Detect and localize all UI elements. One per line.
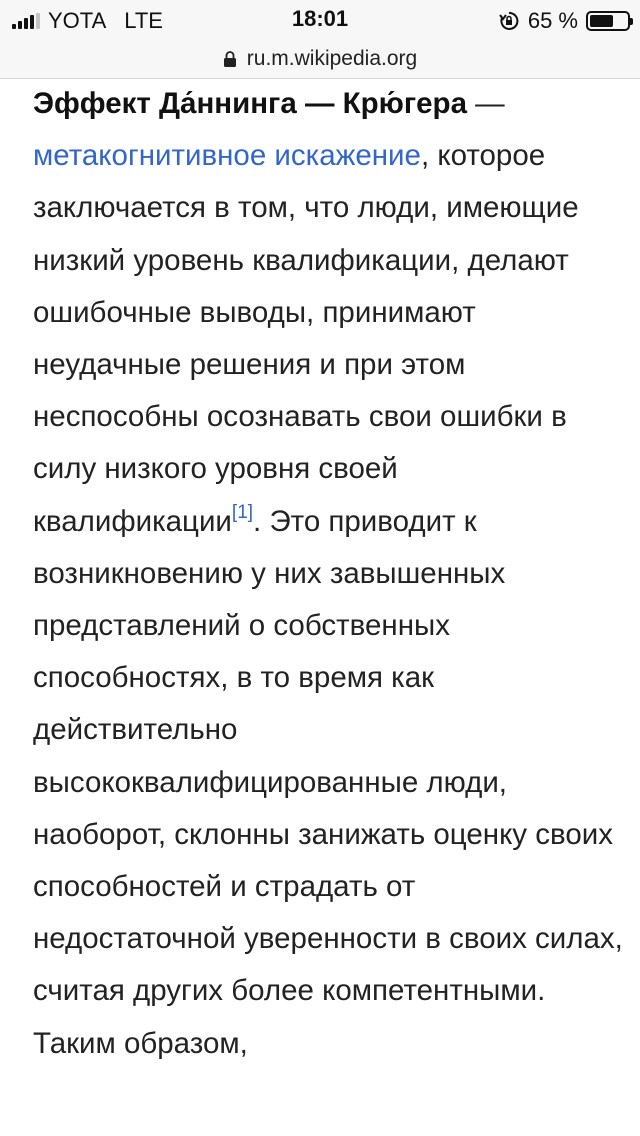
carrier-label: YOTA: [48, 8, 107, 33]
citation-link[interactable]: [1]: [231, 501, 254, 523]
status-right: [498, 8, 630, 34]
article-content: [33, 78, 623, 1070]
orientation-lock-icon: [498, 10, 520, 32]
clock: 18:01: [291, 6, 349, 31]
lock-icon: [223, 50, 237, 68]
title-dash: —: [466, 87, 505, 120]
battery-percent: 65 %: [527, 8, 578, 33]
article-paragraph: [33, 78, 623, 1070]
metacognitive-bias-link[interactable]: метакогнитивное искажение: [33, 139, 421, 173]
url-text[interactable]: ru.m.wikipedia.org: [246, 47, 418, 70]
article-text-part1: , которое заключается в том, что люди, имеющие низкий уровень квалификации, делают ошибочные выводы, принимают неудачные решения и при этом неспособны осознавать свои ошибки в силу низкого уровня своей квалификации: [33, 139, 579, 538]
battery-icon: [586, 11, 630, 31]
battery-fill: [590, 15, 613, 27]
network-type-label: LTE: [124, 8, 163, 33]
article-text-part2: . Это приводит к возникновению у них завышенных представлений о собственных способностях, в то время как действительно высококвалифицированные люди, наоборот, склонны занижать оценку своих способностей и страдать от недостаточной уверенности в своих силах, считая других более компетентными. Таким образом,: [33, 504, 623, 1060]
address-bar[interactable]: [0, 40, 640, 79]
citation: [232, 502, 253, 523]
status-bar: [0, 0, 640, 40]
article-title: Эффект Да́ннинга — Крю́гера: [33, 87, 467, 120]
